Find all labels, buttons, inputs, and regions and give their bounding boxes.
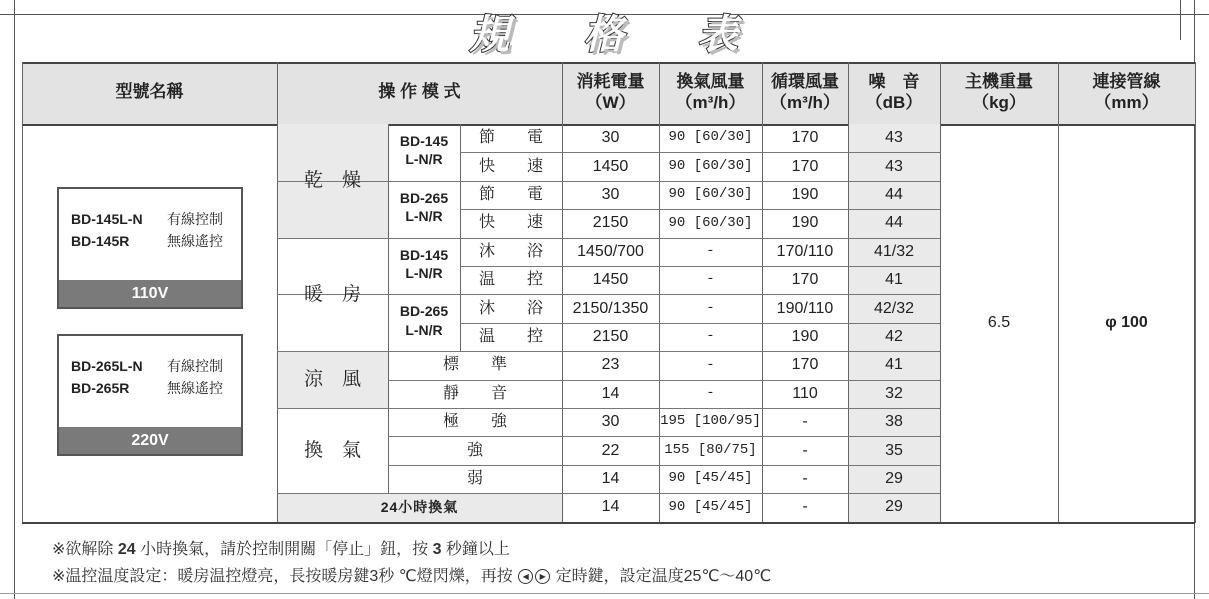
- power-value: 2150: [592, 327, 629, 345]
- mode-label: 靜 音: [442, 384, 507, 402]
- noise-value: 41/32: [873, 242, 915, 260]
- power-value: 23: [601, 356, 620, 374]
- note-2: ※温控温度設定：暖房温控燈亮，長按暖房鍵3秒 ℃燈閃爍，再按 ◀ ▶ 定時鍵，設定温度25℃～40℃: [52, 568, 772, 585]
- model-code: BD-145R: [71, 233, 130, 249]
- vent-air-value: -: [706, 356, 715, 373]
- voltage-label: 220V: [59, 427, 241, 454]
- page-title: [0, 3, 1209, 59]
- left-arrow-button-icon: ◀: [518, 569, 533, 584]
- vent-air-value: 90 [45/45]: [668, 498, 753, 515]
- header-noise: 噪 音 （dB）: [865, 71, 923, 112]
- pipe-value: φ 100: [1105, 313, 1148, 331]
- submodel-label: BD-145 L-N/R: [399, 133, 449, 168]
- vent-air-value: 195 [100/95]: [660, 413, 761, 430]
- mode-label: 快 速: [478, 157, 543, 175]
- header-model: 型號名稱: [115, 82, 184, 102]
- right-arrow-button-icon: ▶: [535, 569, 550, 584]
- model-box: [57, 187, 243, 309]
- power-value: 30: [601, 129, 620, 147]
- table-border-bottom: [22, 522, 1195, 524]
- model-line: [71, 378, 223, 398]
- model-box: [57, 334, 243, 456]
- vent-air-value: -: [706, 385, 715, 402]
- noise-value: 44: [885, 214, 903, 232]
- circ-air-value: 170: [791, 129, 819, 147]
- noise-value: 35: [885, 441, 903, 459]
- title-char-1: 規: [469, 12, 512, 58]
- table-border-right: [1195, 62, 1196, 523]
- noise-value: 29: [885, 469, 903, 487]
- mode-label: 快 速: [478, 214, 543, 232]
- power-value: 1450: [592, 271, 629, 289]
- noise-value: 29: [885, 498, 903, 516]
- header-circ-air: 循環風量 （m³/h）: [770, 71, 840, 112]
- power-value: 2150/1350: [572, 299, 649, 317]
- vent-air-value: 90 [60/30]: [668, 214, 753, 231]
- vent-air-value: 155 [80/75]: [664, 441, 757, 458]
- header-mode: 操 作 模 式: [378, 82, 461, 102]
- noise-value: 41: [885, 356, 903, 374]
- mode-label: 強: [466, 441, 483, 459]
- circ-air-value: -: [802, 469, 808, 487]
- title-char-2: 格: [583, 12, 626, 58]
- power-value: 1450: [592, 157, 629, 175]
- model-desc: 有線控制: [167, 358, 223, 374]
- circ-air-value: 190/110: [776, 299, 834, 317]
- header-power: 消耗電量 （W）: [576, 71, 645, 112]
- note-1: ※欲解除 24 小時換氣，請於控制開關「停止」鈕，按 3 秒鐘以上: [52, 541, 510, 558]
- voltage-label: 110V: [59, 280, 241, 307]
- circ-air-value: 170: [791, 271, 819, 289]
- crop-mark-left: [14, 0, 15, 599]
- mode-label: 温 控: [478, 271, 543, 289]
- noise-value: 38: [885, 413, 903, 431]
- mode-label: 標 準: [442, 356, 507, 374]
- model-code: BD-145L-N: [71, 211, 143, 227]
- noise-value: 43: [885, 129, 903, 147]
- mode-label: 沐 浴: [478, 299, 543, 317]
- power-value: 14: [601, 498, 620, 516]
- mode-label: 沐 浴: [478, 242, 543, 260]
- power-value: 1450/700: [577, 242, 644, 260]
- model-code: BD-265L-N: [71, 358, 143, 374]
- vent-air-value: 90 [60/30]: [668, 129, 753, 146]
- model-desc: 有線控制: [167, 211, 223, 227]
- circ-air-value: 170: [791, 157, 819, 175]
- model-line: [71, 209, 223, 229]
- submodel-label: BD-145 L-N/R: [399, 246, 449, 281]
- header-vent-air: 換氣風量 （m³/h）: [675, 71, 746, 112]
- vent-air-value: 90 [60/30]: [668, 157, 753, 174]
- group-vent24: 24小時換氣: [380, 498, 459, 515]
- circ-air-value: 190: [791, 214, 819, 232]
- vent-air-value: -: [706, 243, 715, 260]
- model-line: [71, 356, 223, 376]
- power-value: 2150: [592, 214, 629, 232]
- mode-label: 節 電: [478, 185, 543, 203]
- circ-air-value: -: [802, 498, 808, 516]
- power-value: 30: [601, 413, 620, 431]
- weight-value: 6.5: [987, 313, 1011, 331]
- power-value: 14: [601, 469, 620, 487]
- mode-label: 温 控: [478, 327, 543, 345]
- header-weight: 主機重量 （kg）: [965, 71, 1033, 112]
- noise-value: 42: [885, 327, 903, 345]
- mode-label: 弱: [466, 469, 483, 487]
- power-value: 30: [601, 185, 620, 203]
- vent-air-value: -: [706, 271, 715, 288]
- circ-air-value: -: [802, 413, 808, 431]
- noise-value: 43: [885, 157, 903, 175]
- circ-air-value: 190: [791, 185, 819, 203]
- vent-air-value: -: [706, 299, 715, 316]
- noise-value: 44: [885, 185, 903, 203]
- circ-air-value: 190: [791, 327, 819, 345]
- table-border-left: [22, 62, 23, 523]
- circ-air-value: 110: [792, 384, 818, 402]
- mode-label: 節 電: [478, 129, 543, 147]
- noise-value: 32: [885, 384, 903, 402]
- model-desc: 無線遙控: [167, 380, 223, 396]
- model-desc: 無線遙控: [167, 233, 223, 249]
- title-char-3: 表: [697, 12, 740, 58]
- circ-air-value: -: [802, 441, 808, 459]
- model-line: [71, 231, 223, 251]
- group-heat: 暖 房: [303, 283, 361, 305]
- noise-value: 41: [885, 271, 903, 289]
- model-code: BD-265R: [71, 380, 130, 396]
- noise-value: 42/32: [873, 299, 915, 317]
- circ-air-value: 170/110: [776, 242, 834, 260]
- vent-air-value: 90 [45/45]: [668, 470, 753, 487]
- group-dry: 乾 燥: [303, 169, 361, 191]
- group-vent: 換 氣: [303, 439, 361, 461]
- bottom-rule: [0, 593, 1209, 594]
- vent-air-value: -: [706, 328, 715, 345]
- vent-air-value: 90 [60/30]: [668, 186, 753, 203]
- mode-label: 極 強: [442, 413, 507, 431]
- group-cool: 涼 風: [303, 368, 361, 390]
- submodel-label: BD-265 L-N/R: [399, 303, 449, 338]
- power-value: 14: [601, 384, 620, 402]
- submodel-label: BD-265 L-N/R: [399, 189, 449, 224]
- power-value: 22: [601, 441, 620, 459]
- circ-air-value: 170: [791, 356, 819, 374]
- header-pipe: 連接管線 （mm）: [1092, 71, 1161, 112]
